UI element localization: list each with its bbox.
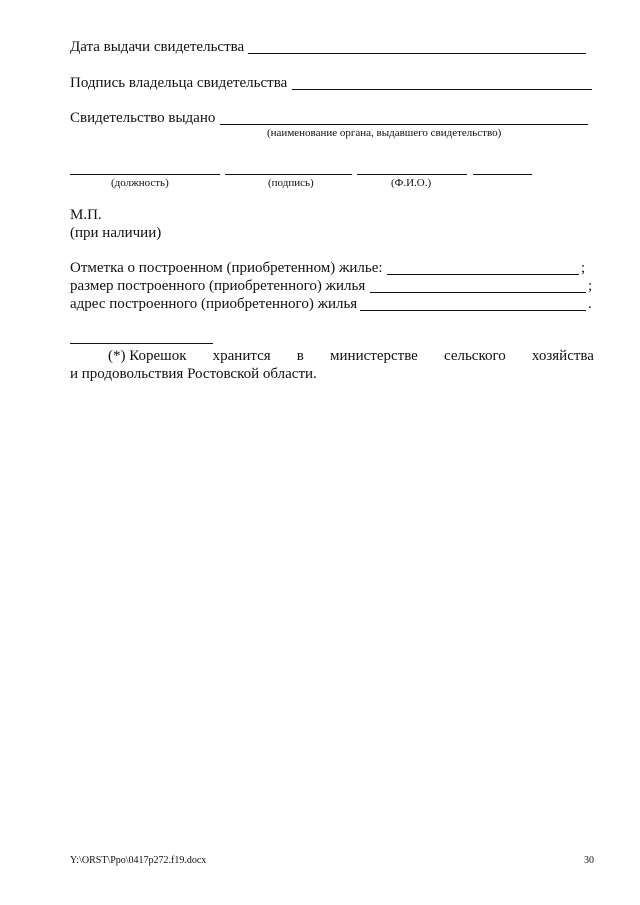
issued-by-field[interactable] [220,124,588,125]
housing-note-end: ; [581,260,586,276]
owner-signature-field[interactable] [292,89,592,90]
footer-path: Y:\ORST\Ppo\0417p272.f19.docx [70,855,207,866]
extra-field[interactable] [473,174,532,175]
footnote-line-1 [108,347,594,365]
housing-address-label: адрес построенного (приобретенного) жилья [70,296,358,312]
position-field[interactable] [70,174,220,175]
footnote-word: (*) Корешок [108,348,187,364]
owner-signature-label: Подпись владельца свидетельства [70,75,288,91]
footnote-word: хозяйства [531,348,594,364]
signature-hint: (подпись) [268,177,314,189]
name-field[interactable] [357,174,467,175]
name-hint: (Ф.И.О.) [391,177,432,189]
issue-date-label: Дата выдачи свидетельства [70,39,245,55]
signature-field[interactable] [225,174,352,175]
stamp-hint: (при наличии) [70,225,162,241]
stamp-label: М.П. [70,207,102,223]
issue-date-field[interactable] [248,53,586,54]
housing-size-field[interactable] [370,292,586,293]
footnote-word: в [296,348,304,364]
housing-size-label: размер построенного (приобретенного) жилья [70,278,366,294]
footnote-line-2: и продовольствия Ростовской области. [70,366,317,382]
position-hint: (должность) [111,177,169,189]
housing-note-field[interactable] [387,274,579,275]
footnote-word: министерстве [330,348,418,364]
housing-note-label: Отметка о построенном (приобретенном) жилье: [70,260,383,276]
issued-by-label: Свидетельство выдано [70,110,216,126]
issued-by-hint: (наименование органа, выдавшего свидетельство) [267,127,502,139]
housing-size-end: ; [588,278,593,294]
housing-address-end: . [588,296,592,312]
footnote-word: хранится [212,348,271,364]
footnote-separator [70,343,213,344]
housing-address-field[interactable] [360,310,586,311]
page-number: 30 [584,855,594,866]
footnote-word: сельского [443,348,506,364]
